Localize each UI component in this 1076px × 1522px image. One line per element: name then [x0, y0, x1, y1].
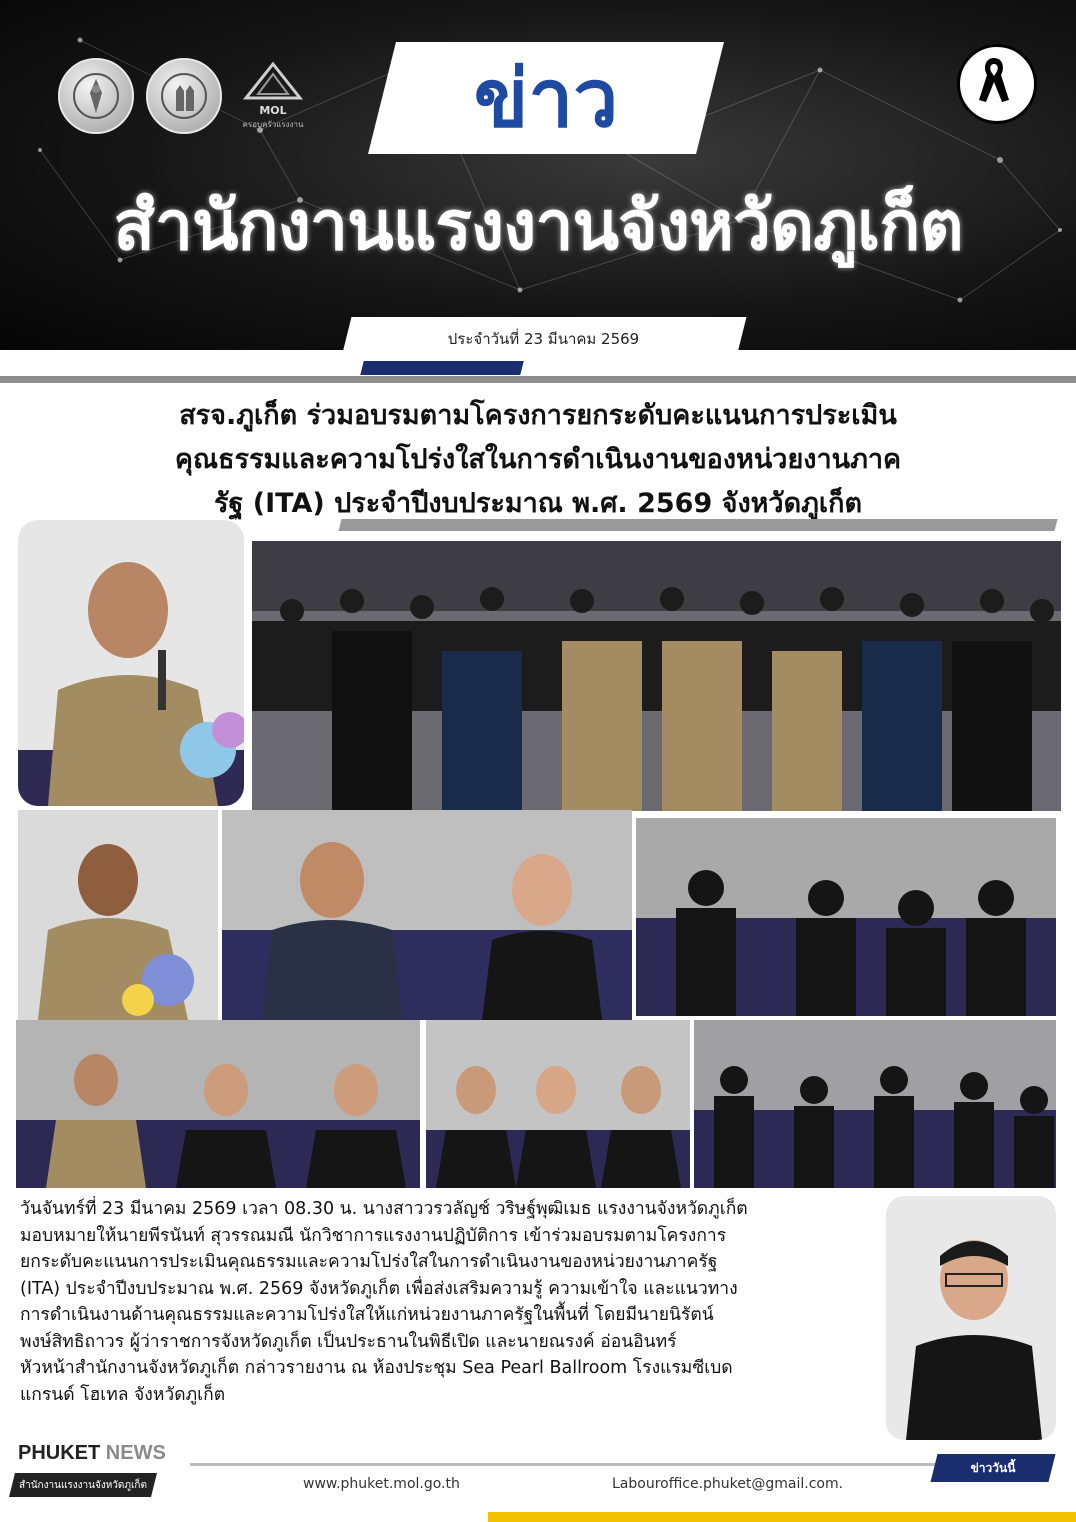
footer-website-link[interactable]: www.phuket.mol.go.th	[303, 1476, 460, 1492]
footer-email-link[interactable]: Labouroffice.phuket@gmail.com.	[612, 1476, 844, 1492]
photo-group	[252, 541, 1061, 811]
date-line: ประจำวันที่ 23 มีนาคม 2569	[447, 330, 640, 348]
headline-line-1: สรจ.ภูเก็ต ร่วมอบรมตามโครงการยกระดับคะแนนการประเมิน	[179, 400, 897, 431]
footer-brand-accent: NEWS	[105, 1442, 166, 1464]
heroines-emblem-icon	[159, 71, 209, 121]
photo-attendees-5-image	[694, 1020, 1056, 1188]
date-underline-navy	[360, 361, 523, 375]
body-line-3: ยกระดับคะแนนการประเมินคุณธรรมและความโปร่งใสในการดำเนินงานของหน่วยงานภาครัฐ	[20, 1252, 718, 1272]
photo-attendees-1	[222, 810, 632, 1020]
photo-attendees-2	[636, 818, 1056, 1016]
body-line-4: (ITA) ประจำปีงบประมาณ พ.ศ. 2569 จังหวัดภูเก็ต เพื่อส่งเสริมความรู้ ความเข้าใจ และแนวทาง	[20, 1278, 738, 1299]
headline-underline	[339, 519, 1058, 531]
body-line-1: วันจันทร์ที่ 23 มีนาคม 2569 เวลา 08.30 น. นางสาววรวลัญช์ วริษฐ์พุฒิเมธ แรงงานจังหวัดภูเก็ต	[20, 1199, 748, 1219]
photo-attendees-3-image	[16, 1020, 420, 1188]
today-news-label: ข่าววันนี้	[970, 1460, 1016, 1475]
provincial-emblem-logo	[146, 58, 222, 134]
photo-attendees-4	[426, 1020, 690, 1188]
headline-line-3: รัฐ (ITA) ประจำปีงบประมาณ พ.ศ. 2569 จังหวัดภูเก็ต	[213, 488, 863, 519]
headline	[30, 394, 1046, 526]
body-line-2: มอบหมายให้นายพีรนันท์ สุวรรณมณี นักวิชาการแรงงานปฏิบัติการ เข้าร่วมอบรมตามโครงการ	[20, 1225, 727, 1246]
photo-attendees-5	[694, 1020, 1056, 1188]
mol-roof-icon	[236, 60, 310, 108]
headline-line-2: คุณธรรมและความโปร่งใสในการดำเนินงานของหน่วยงานภาค	[174, 444, 902, 475]
header-divider-gray	[0, 376, 1076, 383]
photo-attendees-4-image	[426, 1020, 690, 1188]
photo-reporter	[886, 1196, 1056, 1440]
photo-speaker-2	[18, 810, 218, 1020]
black-ribbon-icon	[957, 44, 1031, 118]
footer-brand-main: PHUKET	[18, 1442, 101, 1464]
office-name-title: สำนักงานแรงงานจังหวัดภูเก็ต	[113, 187, 963, 266]
mol-logo	[236, 60, 310, 130]
footer-brand	[18, 1442, 166, 1465]
photo-attendees-2-image	[636, 818, 1056, 1016]
article-body	[20, 1196, 880, 1408]
mol-logo-subtext: ครอบครัวแรงงาน	[242, 120, 304, 129]
body-line-8: แกรนด์ โฮเทล จังหวัดภูเก็ต	[20, 1384, 226, 1405]
footer-brand-sub: สำนักงานแรงงานจังหวัดภูเก็ต	[19, 1479, 147, 1491]
body-line-6: พงษ์สิทธิถาวร ผู้ว่าราชการจังหวัดภูเก็ต เป็นประธานในพิธีเปิด และนายณรงค์ อ่อนอินทร์	[20, 1331, 677, 1352]
header-banner	[0, 0, 1076, 350]
seal-emblem-icon	[71, 71, 121, 121]
photo-speaker-podium	[18, 520, 244, 806]
footer-divider	[190, 1463, 950, 1466]
mol-logo-text: MOL	[259, 104, 287, 117]
photo-reporter-image	[886, 1196, 1056, 1440]
photo-speaker-podium-image	[18, 520, 244, 806]
news-label: ข่าว	[473, 51, 619, 145]
photo-attendees-3	[16, 1020, 420, 1188]
photo-group-image	[252, 541, 1061, 811]
footer-gold-stripe	[488, 1512, 1076, 1522]
photo-speaker-2-image	[18, 810, 218, 1020]
ministry-seal-logo	[58, 58, 134, 134]
mourning-badge	[957, 44, 1037, 124]
body-line-7: หัวหน้าสำนักงานจังหวัดภูเก็ต กล่าวรายงาน ณ ห้องประชุม Sea Pearl Ballroom โรงแรมซีเบด	[20, 1358, 733, 1378]
photo-attendees-1-image	[222, 810, 632, 1020]
body-line-5: การดำเนินงานด้านคุณธรรมและความโปร่งใสให้แก่หน่วยงานภาครัฐในพื้นที่ โดยมีนายนิรัตน์	[20, 1305, 714, 1325]
